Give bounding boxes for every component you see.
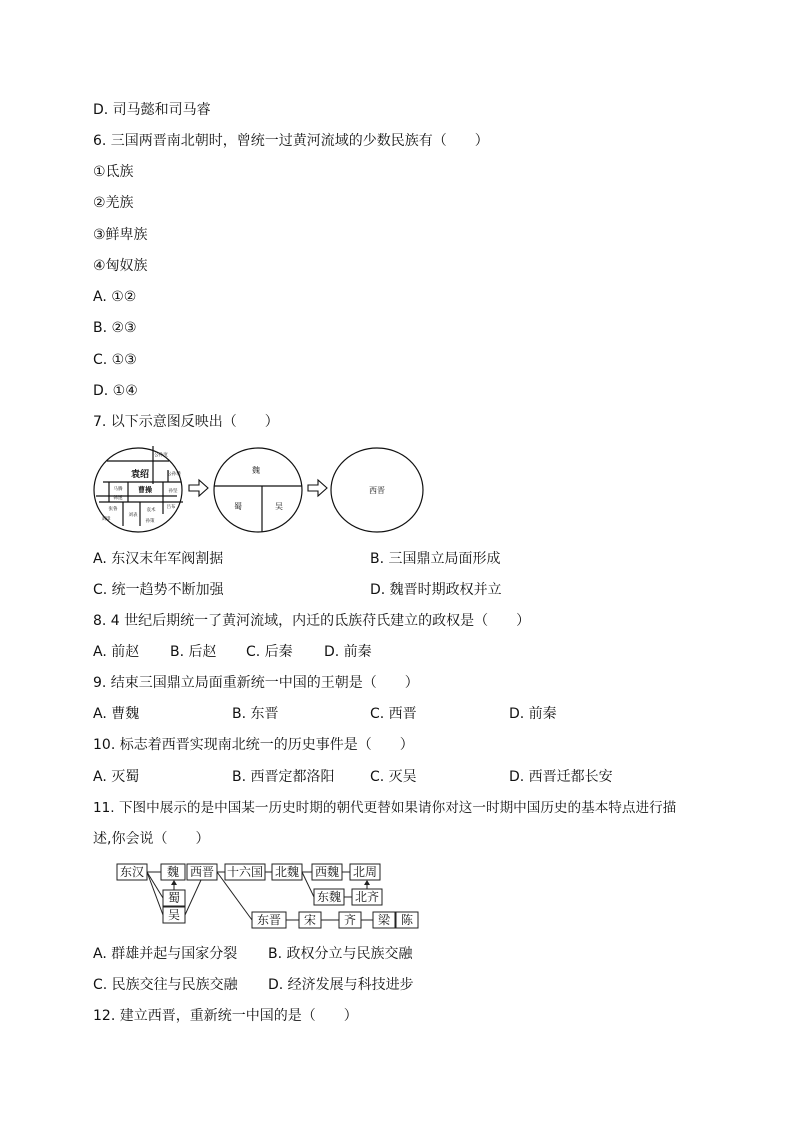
flow-qi: 齐	[343, 913, 357, 927]
q10-stem: 10. 标志着西晋实现南北统一的历史事件是（ ）	[93, 737, 414, 753]
q6-stem: 6. 三国两晋南北朝时，曾统一过黄河流域的少数民族有（ ）	[93, 133, 489, 149]
q11-option-b: B. 政权分立与民族交融	[268, 946, 413, 962]
q7-option-d: D. 魏晋时期政权并立	[370, 582, 502, 598]
flow-beiwei: 北魏	[274, 865, 300, 879]
q9-option-a: A. 曹魏	[93, 706, 140, 722]
arrow-up-icon	[171, 880, 177, 885]
q6-item-4: ④匈奴族	[93, 258, 148, 274]
q11-stem-line2: 述,你会说（ ）	[93, 831, 210, 847]
q9-stem: 9. 结束三国鼎立局面重新统一中国的王朝是（ ）	[93, 675, 419, 691]
q6-option-b: B. ②③	[93, 320, 137, 336]
map1-label-hansui: 韩遂	[113, 496, 123, 501]
q5-option-d: D. 司马懿和司马睿	[93, 102, 211, 118]
q8-option-a: A. 前赵	[93, 644, 140, 660]
flow-dongwei: 东魏	[316, 890, 342, 904]
flow-liang: 梁	[377, 913, 391, 927]
flow-xijin: 西晋	[189, 865, 215, 879]
q8-stem: 8. 4 世纪后期统一了黄河流域，内迁的氐族苻氏建立的政权是（ ）	[93, 613, 531, 629]
q10-option-c: C. 灭吴	[370, 769, 417, 785]
arrow-right-icon	[189, 480, 208, 496]
flow-chen: 陈	[400, 913, 414, 927]
q11-option-c: C. 民族交往与民族交融	[93, 977, 238, 993]
q6-option-c: C. ①③	[93, 352, 137, 368]
q7-option-a: A. 东汉末年军阀割据	[93, 551, 224, 567]
q11-option-d: D. 经济发展与科技进步	[268, 977, 414, 993]
q6-item-2: ②羌族	[93, 195, 134, 211]
q11-stem-line1: 11. 下图中展示的是中国某一历史时期的朝代更替如果请你对这一时期中国历史的基本特点进行描	[93, 800, 677, 816]
flow-dongjin: 东晋	[256, 913, 282, 927]
q8-option-d: D. 前秦	[324, 644, 372, 660]
map1-label-sunjian: 孙坚	[168, 489, 178, 494]
q10-option-a: A. 灭蜀	[93, 769, 140, 785]
q6-option-d: D. ①④	[93, 383, 138, 399]
q8-option-b: B. 后赵	[170, 644, 217, 660]
map1-label-gongsunzan: 公孙瓒	[167, 472, 181, 477]
q7-option-c: C. 统一趋势不断加强	[93, 582, 224, 598]
map2-label-wu: 吴	[275, 502, 283, 511]
map2-label-shu: 蜀	[234, 502, 242, 511]
flow-wei: 魏	[166, 865, 180, 879]
q6-item-3: ③鲜卑族	[93, 227, 148, 243]
q9-option-c: C. 西晋	[370, 706, 417, 722]
flow-song: 宋	[303, 913, 317, 927]
map1-label-yuanshu: 袁术	[146, 508, 156, 513]
map1-label-sunce: 孙策	[145, 519, 155, 524]
q11-option-a: A. 群雄并起与国家分裂	[93, 946, 238, 962]
arrow-up-icon	[364, 880, 370, 885]
map1-label-liuzhang: 刘璋	[101, 517, 111, 522]
q7-option-b: B. 三国鼎立局面形成	[370, 551, 501, 567]
flow-beizhou: 北周	[352, 865, 378, 879]
map1-label-zhanglu: 张鲁	[108, 507, 118, 512]
flow-xiwei: 西魏	[314, 865, 340, 879]
q8-option-c: C. 后秦	[246, 644, 293, 660]
flow-shiliuguo: 十六国	[226, 865, 264, 879]
q7-stem: 7. 以下示意图反映出（ ）	[93, 414, 279, 430]
map2-label-wei: 魏	[252, 466, 260, 475]
map1-label-mateng: 马腾	[113, 487, 123, 492]
q10-option-b: B. 西晋定都洛阳	[232, 769, 335, 785]
map1-label-caocao: 曹操	[138, 486, 152, 494]
q9-option-d: D. 前秦	[509, 706, 557, 722]
map1-label-yuanshao: 袁绍	[130, 470, 150, 480]
q10-option-d: D. 西晋迁都长安	[509, 769, 613, 785]
map1-label-gongsundu: 公孙度	[154, 453, 168, 458]
flow-wu: 吴	[167, 908, 181, 922]
q6-option-a: A. ①②	[93, 289, 137, 305]
arrow-right-icon	[308, 480, 327, 496]
q9-option-b: B. 东晋	[232, 706, 279, 722]
three-kingdoms-map	[214, 448, 302, 532]
flow-donghan: 东汉	[119, 865, 145, 879]
map1-label-liubiao: 刘表	[128, 513, 138, 518]
map1-label-lvbu: 吕布	[166, 505, 176, 510]
q12-stem: 12. 建立西晋，重新统一中国的是（ ）	[93, 1008, 358, 1024]
flow-shu: 蜀	[167, 891, 181, 905]
flow-beiqi: 北齐	[354, 890, 380, 904]
q11-dynasty-flowchart	[115, 860, 420, 932]
q7-figure	[93, 444, 433, 536]
map3-label-xijin: 西晋	[369, 486, 385, 495]
q6-item-1: ①氐族	[93, 164, 134, 180]
